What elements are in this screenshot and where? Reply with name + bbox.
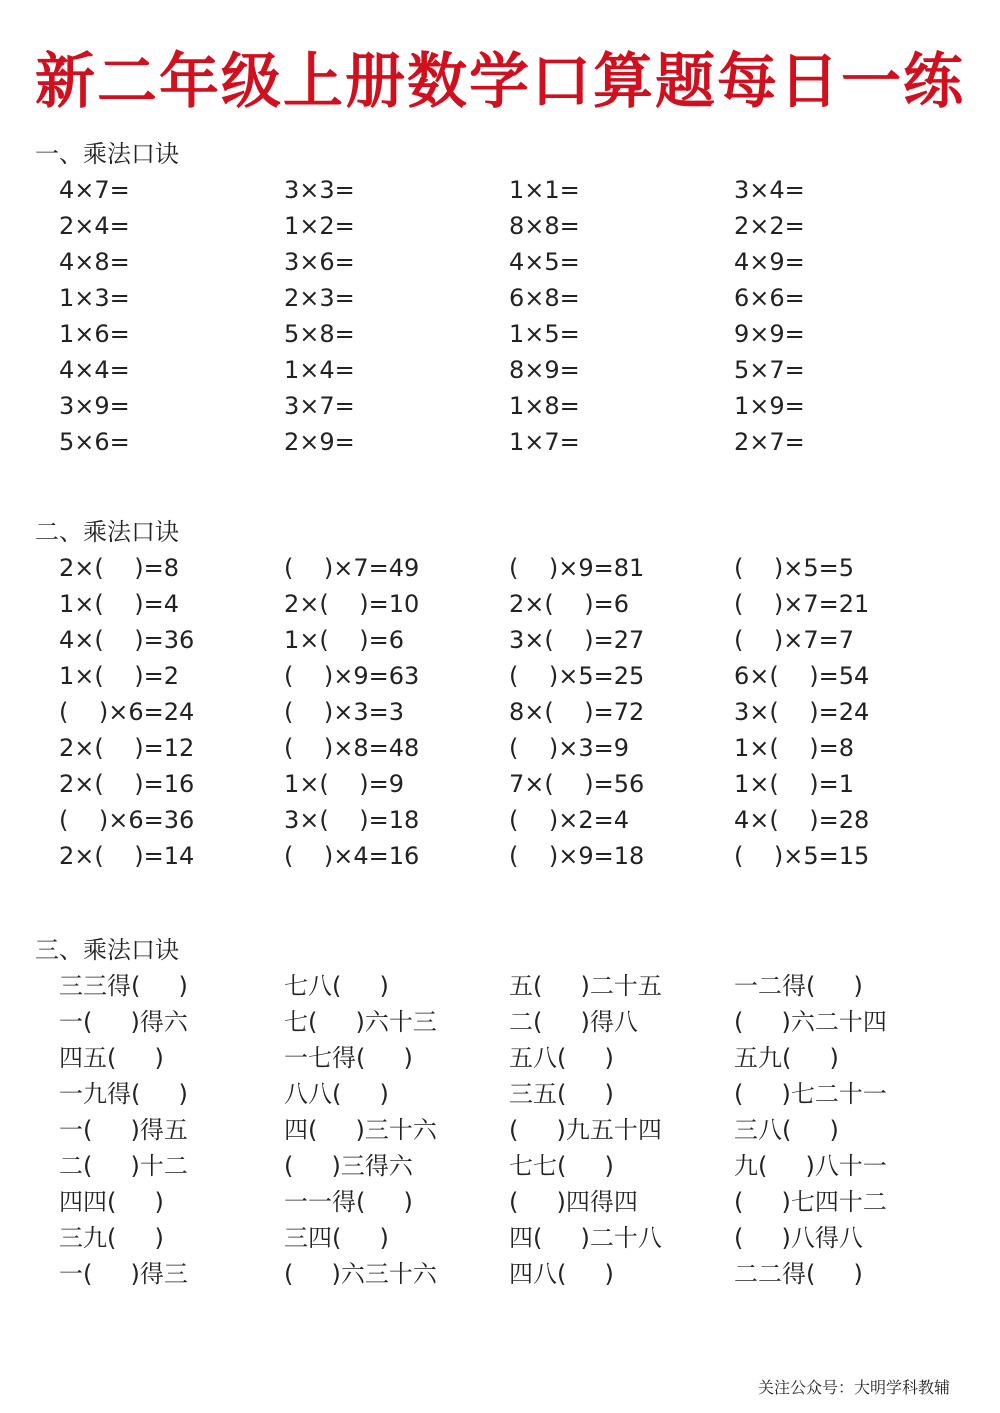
problem-item: 七七( )	[509, 1152, 614, 1180]
problem-item: 1×( )=1	[734, 770, 854, 798]
problem-item: 1×5=	[509, 320, 580, 348]
problem-item: 三九( )	[59, 1224, 164, 1252]
problem-item: 七( )六十三	[284, 1008, 437, 1036]
problem-item: 二( )十二	[59, 1152, 188, 1180]
problem-item: 2×( )=10	[284, 590, 420, 618]
section-title: 三、乘法口诀	[35, 936, 179, 964]
problem-item: ( )×9=63	[284, 662, 420, 690]
problem-item: 1×7=	[509, 428, 580, 456]
problem-item: 3×( )=24	[734, 698, 870, 726]
problem-item: 4×( )=36	[59, 626, 195, 654]
problem-item: 五八( )	[509, 1044, 614, 1072]
problem-item: 1×1=	[509, 176, 580, 204]
problem-item: ( )×6=36	[59, 806, 195, 834]
problem-item: ( )×5=25	[509, 662, 645, 690]
problem-item: 1×( )=2	[59, 662, 179, 690]
problem-item: 3×9=	[59, 392, 130, 420]
problem-item: 2×( )=14	[59, 842, 195, 870]
problem-item: 3×4=	[734, 176, 805, 204]
problem-item: 1×( )=6	[284, 626, 404, 654]
problem-item: 4×7=	[59, 176, 130, 204]
problem-item: 4×8=	[59, 248, 130, 276]
problem-item: 一( )得五	[59, 1116, 188, 1144]
problem-item: ( )×5=5	[734, 554, 854, 582]
problem-item: 一( )得六	[59, 1008, 188, 1036]
problem-item: ( )八得八	[734, 1224, 863, 1252]
problem-item: ( )×7=21	[734, 590, 870, 618]
problem-item: 四四( )	[59, 1188, 164, 1216]
problem-item: 三三得( )	[59, 972, 188, 1000]
problem-item: 1×2=	[284, 212, 355, 240]
footer-note: 关注公众号：大明学科教辅	[757, 1378, 950, 1397]
problem-item: 6×6=	[734, 284, 805, 312]
problem-item: 1×6=	[59, 320, 130, 348]
problem-item: ( )六三十六	[284, 1260, 437, 1288]
problem-item: 4×( )=28	[734, 806, 870, 834]
problem-item: 三四( )	[284, 1224, 389, 1252]
page-title: 新二年级上册数学口算题每日一练	[35, 47, 965, 117]
problem-item: 二二得( )	[734, 1260, 863, 1288]
problem-item: 9×9=	[734, 320, 805, 348]
problem-item: 7×( )=56	[509, 770, 645, 798]
problem-item: 八八( )	[284, 1080, 389, 1108]
problem-item: ( )七二十一	[734, 1080, 887, 1108]
problem-item: 四八( )	[509, 1260, 614, 1288]
problem-item: 5×7=	[734, 356, 805, 384]
problem-item: 4×4=	[59, 356, 130, 384]
problem-item: 三五( )	[509, 1080, 614, 1108]
problem-item: 1×9=	[734, 392, 805, 420]
problem-item: 3×3=	[284, 176, 355, 204]
problem-item: 2×3=	[284, 284, 355, 312]
problem-item: 5×6=	[59, 428, 130, 456]
problem-item: 四五( )	[59, 1044, 164, 1072]
problem-item: ( )四得四	[509, 1188, 638, 1216]
problem-item: ( )×2=4	[509, 806, 629, 834]
problem-item: 3×7=	[284, 392, 355, 420]
problem-item: ( )×7=49	[284, 554, 420, 582]
problem-item: ( )×4=16	[284, 842, 420, 870]
problem-item: 2×4=	[59, 212, 130, 240]
problem-item: 3×6=	[284, 248, 355, 276]
problem-item: 2×2=	[734, 212, 805, 240]
problem-item: 1×8=	[509, 392, 580, 420]
problem-item: 一七得( )	[284, 1044, 413, 1072]
problem-item: 5×8=	[284, 320, 355, 348]
problem-item: 8×8=	[509, 212, 580, 240]
problem-item: 8×9=	[509, 356, 580, 384]
problem-item: ( )七四十二	[734, 1188, 887, 1216]
problem-item: ( )六二十四	[734, 1008, 887, 1036]
problem-grid	[59, 968, 959, 1292]
problem-item: 1×3=	[59, 284, 130, 312]
problem-item: 6×8=	[509, 284, 580, 312]
problem-item: 四( )二十八	[509, 1224, 662, 1252]
problem-item: 1×4=	[284, 356, 355, 384]
problem-item: 九( )八十一	[734, 1152, 887, 1180]
problem-item: 一一得( )	[284, 1188, 413, 1216]
problem-item: ( )×6=24	[59, 698, 195, 726]
problem-item: 一( )得三	[59, 1260, 188, 1288]
problem-item: ( )×7=7	[734, 626, 854, 654]
problem-item: 一九得( )	[59, 1080, 188, 1108]
problem-item: 五九( )	[734, 1044, 839, 1072]
problem-item: 2×( )=16	[59, 770, 195, 798]
problem-item: 二( )得八	[509, 1008, 638, 1036]
problem-item: 2×( )=6	[509, 590, 629, 618]
problem-item: 2×( )=12	[59, 734, 195, 762]
problem-item: 4×5=	[509, 248, 580, 276]
problem-item: ( )三得六	[284, 1152, 413, 1180]
problem-item: ( )×3=9	[509, 734, 629, 762]
problem-item: 五( )二十五	[509, 972, 662, 1000]
problem-item: 8×( )=72	[509, 698, 645, 726]
problem-item: 2×9=	[284, 428, 355, 456]
problem-item: ( )×9=18	[509, 842, 645, 870]
section-title: 二、乘法口诀	[35, 518, 179, 546]
problem-item: ( )×8=48	[284, 734, 420, 762]
problem-item: ( )九五十四	[509, 1116, 662, 1144]
problem-item: ( )×5=15	[734, 842, 870, 870]
problem-item: 4×9=	[734, 248, 805, 276]
problem-item: 6×( )=54	[734, 662, 870, 690]
problem-grid	[59, 172, 959, 460]
problem-item: 1×( )=9	[284, 770, 404, 798]
problem-item: 1×( )=8	[734, 734, 854, 762]
problem-item: ( )×9=81	[509, 554, 645, 582]
problem-item: 2×7=	[734, 428, 805, 456]
problem-item: 三八( )	[734, 1116, 839, 1144]
problem-item: 一二得( )	[734, 972, 863, 1000]
problem-grid	[59, 550, 959, 874]
section-title: 一、乘法口诀	[35, 140, 179, 168]
problem-item: 3×( )=18	[284, 806, 420, 834]
problem-item: 2×( )=8	[59, 554, 179, 582]
problem-item: 1×( )=4	[59, 590, 179, 618]
problem-item: 3×( )=27	[509, 626, 645, 654]
problem-item: 七八( )	[284, 972, 389, 1000]
problem-item: ( )×3=3	[284, 698, 404, 726]
problem-item: 四( )三十六	[284, 1116, 437, 1144]
